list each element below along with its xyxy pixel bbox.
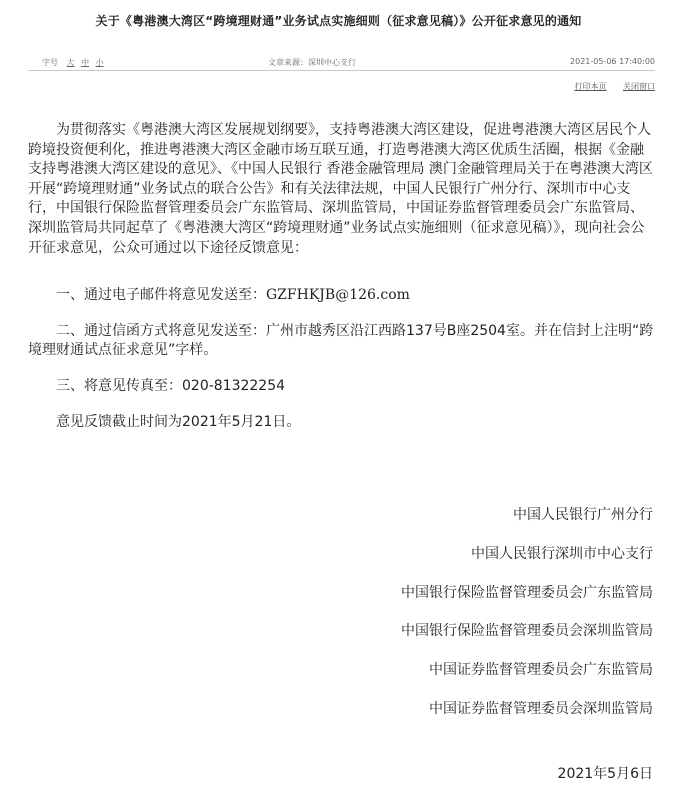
issue-date: 2021年5月6日	[557, 766, 653, 782]
item-email-label: 一、通过电子邮件将意见发送至：	[56, 287, 266, 304]
item-email	[28, 286, 656, 306]
font-size-large-link[interactable]: 大	[66, 58, 75, 67]
email-address: GZFHKJB@126.com	[266, 287, 410, 304]
meta-divider	[28, 70, 655, 71]
font-size-switcher	[42, 57, 108, 68]
signer-line: 中国银行保险监督管理委员会深圳监管局	[401, 623, 653, 640]
article-actions	[560, 81, 655, 92]
item-fax: 三、将意见传真至：020-81322254	[56, 377, 286, 394]
article-source: 文章来源：深圳中心支行	[268, 58, 356, 67]
signer-line: 中国人民银行深圳市中心支行	[471, 545, 653, 562]
font-size-label: 字号	[42, 58, 58, 67]
signer-line: 中国证券监督管理委员会广东监管局	[429, 662, 653, 679]
article-body	[28, 121, 656, 432]
article-meta-bar	[28, 55, 655, 71]
signer-line: 中国人民银行广州分行	[513, 507, 653, 523]
close-window-link[interactable]: 关闭窗口	[623, 82, 655, 91]
print-page-link[interactable]: 打印本页	[574, 82, 607, 91]
intro-paragraph: 为贯彻落实《粤港澳大湾区发展规划纲要》，支持粤港澳大湾区建设，促进粤港澳大湾区居民个人跨境投资便利化，推进粤港澳大湾区金融市场互联互通，打造粤港澳大湾区优质生活圈，根据《金融支持粤港澳大湾区建设的意见》、《中国人民银行 香港金融管理局 澳门金融管理局关于在粤港澳大湾区开展“跨境理财通”业务试点的联合公告》和有关法律法规，中国人民银行广州分行、深圳市中心支行，中国银行保险监督管理委员会广东监管局、深圳监管局，中国证券监督管理委员会广东监管局、深圳监管局共同起草了《粤港澳大湾区“跨境理财通”业务试点实施细则（征求意见稿）》，现向社会公开征求意见，公众可通过以下途径反馈意见：	[28, 122, 653, 256]
deadline-paragraph: 意见反馈截止时间为2021年5月21日。	[56, 413, 301, 430]
signer-line: 中国银行保险监督管理委员会广东监管局	[401, 584, 653, 601]
article-timestamp: 2021-05-06 17:40:00	[570, 57, 655, 66]
font-size-medium-link[interactable]: 中	[81, 58, 90, 67]
signer-line: 中国证券监督管理委员会深圳监管局	[429, 700, 653, 717]
font-size-small-link[interactable]: 小	[95, 58, 104, 67]
item-mail: 二、通过信函方式将意见发送至：广州市越秀区沿江西路137号B座2504室。并在信封上注明“跨境理财通试点征求意见”字样。	[28, 322, 654, 359]
signer-list	[401, 506, 653, 739]
page-title: 关于《粤港澳大湾区“跨境理财通”业务试点实施细则（征求意见稿）》公开征求意见的通知	[95, 14, 582, 28]
